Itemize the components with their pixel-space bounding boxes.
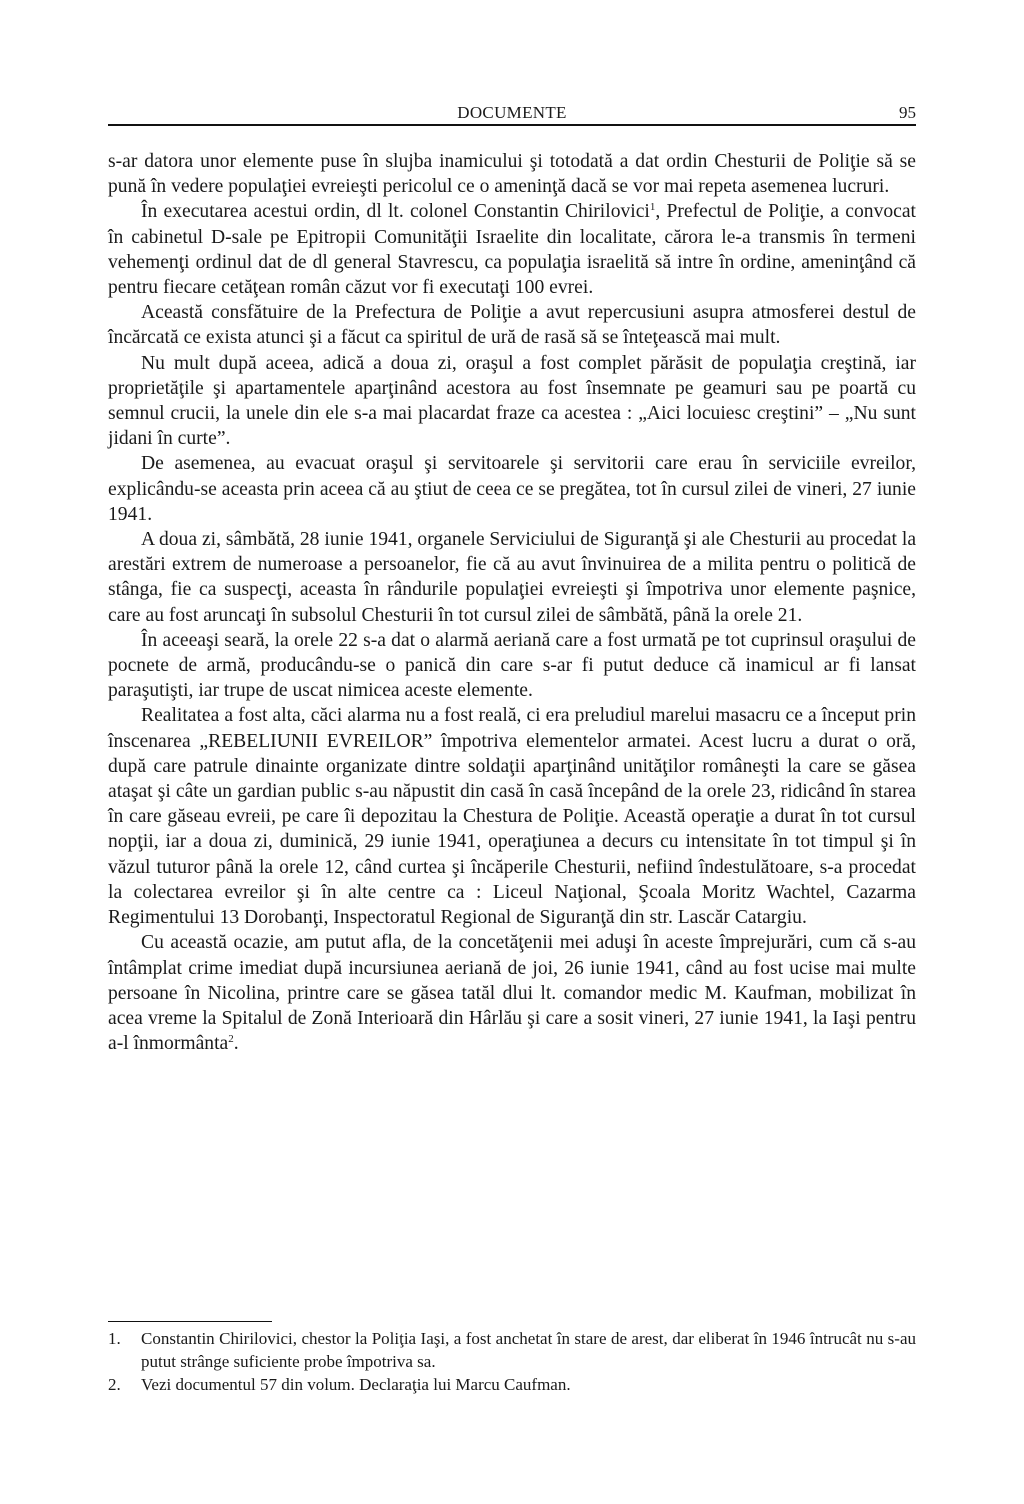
page-number: 95	[899, 103, 916, 122]
paragraph-5	[108, 451, 916, 527]
footnote-divider	[108, 1321, 272, 1322]
paragraph-text: În aceeaşi seară, la orele 22 s-a dat o alarmă aeriană care a fost urmată pe tot cuprinsul oraşului de pocnete de armă, producându-se o panică din care s-ar fi putut deduce că inamicul ar fi lansat paraşutişti, iar trupe de uscat nimicea aceste elemente.	[108, 629, 916, 702]
running-header	[108, 100, 916, 126]
footnotes	[108, 1327, 916, 1396]
paragraph-text: Realitatea a fost alta, căci alarma nu a fost reală, ci era preludiul marelui masacru ce a început prin înscenarea „REBELIUNII EVREILOR” împotriva elementelor armatei. Acest lucru a durat o oră, după care patrule dinainte organizate dintre soldaţii aparţinând unităţilor româneşti la care se găsea ataşat şi câte un gardian public s-au năpustit din casă în casă începând de la orele 23, ridicând în starea în care găseau evreii, pe care îi depozitau la Chestura de Poliţie. Această operaţie a durat în tot cursul nopţii, iar a doua zi, duminică, 29 iunie 1941, operaţiunea a decurs cu intensitate în tot timpul şi în văzul tuturor până la orele 12, când curtea şi încăperile Chesturii, nefiind îndestulătoare, s-a procedat la colectarea evreilor şi în alte centre ca : Liceul Naţional, Şcoala Moritz Wachtel, Cazarma Regimentului 13 Dorobanţi, Inspectoratul Regional de Siguranţă din str. Lascăr Catargiu.	[108, 705, 916, 929]
paragraph-6	[108, 527, 916, 628]
page	[108, 100, 916, 1056]
footnote-2	[108, 1373, 916, 1396]
footnote-ref-2[interactable]: 2	[228, 1033, 234, 1046]
footnote-number: 1.	[108, 1329, 121, 1348]
footnote-text: Vezi documentul 57 din volum. Declaraţia lui Marcu Caufman.	[141, 1375, 571, 1394]
paragraph-text: , Prefectul de Poliţie, a convocat în cabinetul D-sale pe Epitropii Comunităţii Israelite din localitate, cărora le-a transmis în termeni vehemenţi ordinul dat de dl general Stavrescu, ca populaţia israelită să intre în ordine, ameninţând că pentru fiecare cetăţean român căzut vor fi executaţi 100 evrei.	[108, 201, 916, 299]
paragraph-2	[108, 199, 916, 300]
paragraph-1	[108, 149, 916, 199]
footnote-text: Constantin Chirilovici, chestor la Poliţia Iaşi, a fost anchetat în stare de arest, dar eliberat în 1946 întrucât nu s-au putut strânge suficiente probe împotriva sa.	[141, 1329, 916, 1371]
footnote-number: 2.	[108, 1375, 121, 1394]
body-text	[108, 149, 916, 1056]
footnote-ref-1[interactable]: 1	[649, 201, 656, 214]
paragraph-text: Această consfătuire de la Prefectura de Poliţie a avut repercusiuni asupra atmosferei destul de încărcată ce exista atunci şi a făcut ca spiritul de ură de rasă să se înteţească mai mult.	[108, 302, 916, 349]
footnote-1	[108, 1327, 916, 1373]
paragraph-text: s-ar datora unor elemente puse în slujba inamicului şi totodată a dat ordin Chesturii de Poliţie să se pună în vedere populaţiei evreieşti pericolul ce o ameninţă dacă se vor mai repeta asemenea lucruri.	[108, 151, 916, 198]
paragraph-text: Cu această ocazie, am putut afla, de la concetăţenii mei aduşi în aceste împrejurări, cum că s-au întâmplat crime imediat după incursiunea aeriană de joi, 26 iunie 1941, când au fost ucise mai multe persoane în Nicolina, printre care se găsea tatăl dlui lt. comandor medic M. Kaufman, mobilizat în acea vreme la Spitalul de Zonă Interioară din Hârlău şi care a sosit vineri, 27 iunie 1941, la Iaşi pentru a-l înmormânta	[108, 932, 916, 1055]
paragraph-text: .	[233, 1033, 239, 1055]
running-title: DOCUMENTE	[457, 103, 567, 122]
paragraph-8	[108, 703, 916, 930]
paragraph-text: În executarea acestui ordin, dl lt. colonel Constantin Chirilovici	[141, 201, 650, 223]
paragraph-text: A doua zi, sâmbătă, 28 iunie 1941, organele Serviciului de Siguranţă şi ale Chesturii au procedat la arestări extrem de numeroase a persoanelor, fie că au avut învinuirea de a milita pentru o politică de stânga, fie ca suspecţi, aceasta în rândurile populaţiei evreieşti şi împotriva unor elemente paşnice, care au fost aruncaţi în subsolul Chesturii în tot cursul zilei de sâmbătă, până la orele 21.	[108, 529, 917, 626]
paragraph-7	[108, 628, 916, 704]
paragraph-4	[108, 351, 916, 452]
paragraph-9	[108, 930, 916, 1056]
paragraph-text: Nu mult după aceea, adică a doua zi, oraşul a fost complet părăsit de populaţia creştină, iar proprietăţile şi apartamentele aparţinând acestora au fost însemnate pe geamuri sau pe poartă cu semnul crucii, la unele din ele s-a mai placardat fraze ca acestea : „Aici locuiesc creştini” – „Nu sunt jidani în curte”.	[108, 352, 916, 450]
paragraph-3	[108, 300, 916, 350]
paragraph-text: De asemenea, au evacuat oraşul şi servitoarele şi servitorii care erau în serviciile evreilor, explicându-se aceasta prin aceea că au ştiut de ceea ce se pregătea, tot în cursul zilei de vineri, 27 iunie 1941.	[108, 453, 916, 525]
